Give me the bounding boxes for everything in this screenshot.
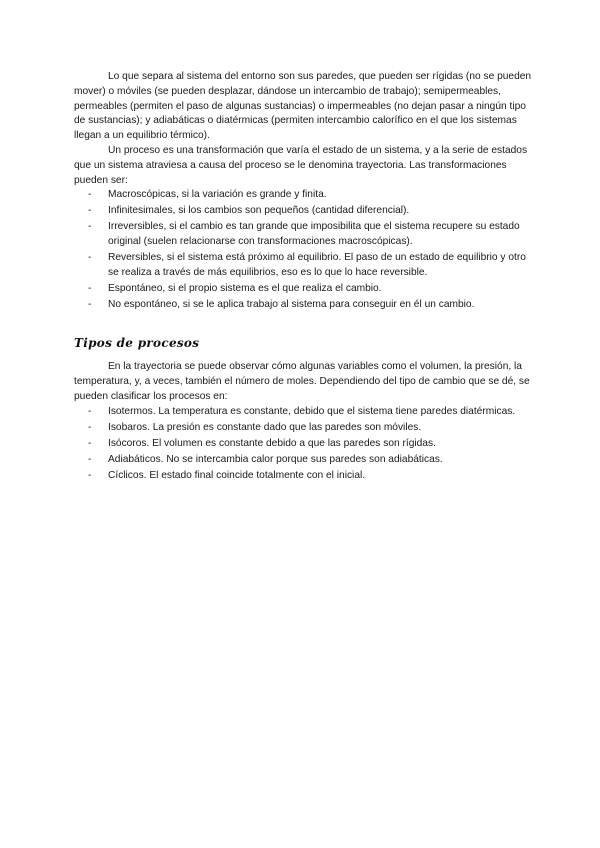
transformations-list xyxy=(74,188,534,312)
list-item-text: Adiabáticos. No se intercambia calor porque sus paredes son adiabáticas. xyxy=(108,453,443,465)
list-item xyxy=(74,453,534,468)
list-item xyxy=(74,282,534,297)
list-item-text: Macroscópicas, si la variación es grande y finita. xyxy=(108,189,327,201)
paragraph-trajectory: En la trayectoria se puede observar cómo algunas variables como el volumen, la presión, la temperatura, y, a veces, también el número de moles. Dependiendo del tipo de cambio que se dé, se pueden clasificar los procesos en: xyxy=(74,361,530,403)
list-item xyxy=(74,469,534,484)
document-page xyxy=(74,70,534,485)
dash-bullet: - xyxy=(88,252,92,264)
dash-bullet: - xyxy=(88,437,92,449)
process-types-list xyxy=(74,405,534,484)
list-item-text: No espontáneo, si se le aplica trabajo al sistema para conseguir en él un cambio. xyxy=(108,298,475,310)
list-item xyxy=(74,421,534,436)
dash-bullet: - xyxy=(88,453,92,465)
list-item xyxy=(74,437,534,452)
list-item xyxy=(74,220,534,250)
list-item-text: Espontáneo, si el propio sistema es el que realiza el cambio. xyxy=(108,282,382,294)
dash-bullet: - xyxy=(88,469,92,481)
paragraph-walls: Lo que separa al sistema del entorno son sus paredes, que pueden ser rígidas (no se pueden mover) o móviles (se pueden desplazar, dándose un intercambio de trabajo); semipermeables, permeables (permiten el paso de algunas sustancias) o impermeables (no dejan pasar a ningún tipo de sustancias); y adiabáticas o diatérmicas (permiten intercambio calorífico en el que los sistemas llegan a un equilibrio térmico). xyxy=(74,71,532,142)
dash-bullet: - xyxy=(88,421,92,433)
list-item xyxy=(74,204,534,219)
paragraph-process-definition: Un proceso es una transformación que varía el estado de un sistema, y a la serie de estados que un sistema atraviesa a causa del proceso se le denomina trayectoria. Las transformaciones pueden ser: xyxy=(74,144,528,186)
list-item-text: Isócoros. El volumen es constante debido a que las paredes son rígidas. xyxy=(108,437,436,449)
section-heading: Tipos de procesos xyxy=(74,335,200,350)
dash-bullet: - xyxy=(88,205,92,217)
list-item xyxy=(74,405,534,420)
dash-bullet: - xyxy=(88,221,92,233)
list-item xyxy=(74,188,534,203)
list-item-text: Isotermos. La temperatura es constante, debido que el sistema tiene paredes diatérmicas. xyxy=(108,405,516,417)
list-item xyxy=(74,251,534,281)
dash-bullet: - xyxy=(88,405,92,417)
dash-bullet: - xyxy=(88,298,92,310)
dash-bullet: - xyxy=(88,189,92,201)
list-item-text: Reversibles, si el sistema está próximo al equilibrio. El paso de un estado de equilibrio y otro se realiza a través de más equilibrios, eso es lo que lo hace reversible. xyxy=(108,252,526,278)
list-item-text: Cíclicos. El estado final coincide totalmente con el inicial. xyxy=(108,469,366,481)
dash-bullet: - xyxy=(88,282,92,294)
list-item xyxy=(74,298,534,313)
list-item-text: Irreversibles, si el cambio es tan grande que imposibilita que el sistema recupere su estado original (suelen relacionarse con transformaciones macroscópicas). xyxy=(108,221,520,248)
list-item-text: Infinitesimales, si los cambios son pequeños (cantidad diferencial). xyxy=(108,205,410,217)
list-item-text: Isobaros. La presión es constante dado que las paredes son móviles. xyxy=(108,421,422,433)
